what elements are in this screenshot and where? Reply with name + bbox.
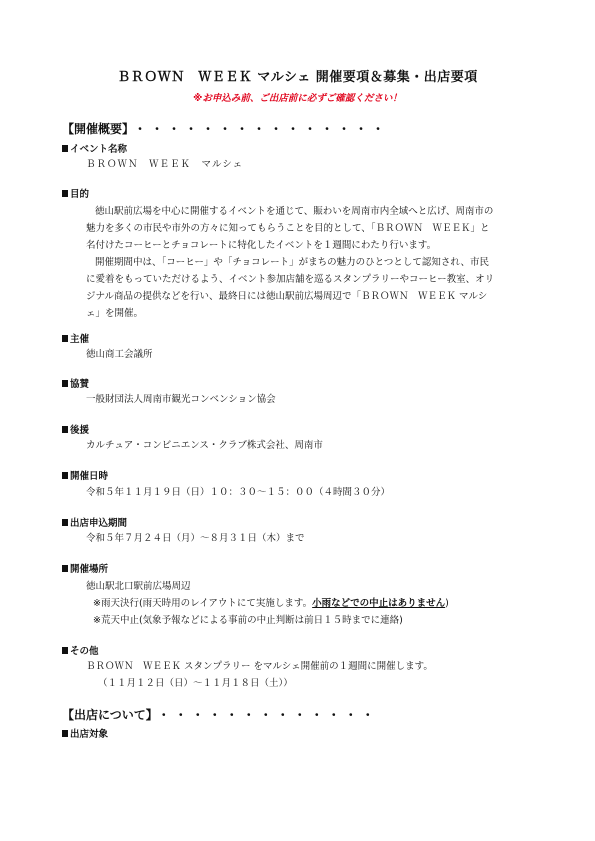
venue-rain-note-close: ) [445, 598, 449, 609]
organizer-heading [62, 331, 89, 345]
warning-notice: ※お申込み前、ご出店前に必ずご確認ください！ [193, 93, 402, 104]
square-bullet-icon [62, 519, 68, 526]
section-exhibit-label: 【出店について】 [62, 708, 152, 722]
square-bullet-icon [62, 380, 68, 387]
other-heading [62, 643, 99, 657]
other-line: ＢＲＯＷＮ ＷＥＥＫ スタンプラリー をマルシェ開催前の１週間に開催します。 [86, 661, 433, 672]
support-label: 後援 [70, 425, 90, 436]
target-label: 出店対象 [70, 729, 109, 740]
purpose-label: 目的 [70, 189, 90, 200]
venue-rain-note-emphasis: 小雨などでの中止はありません [312, 598, 446, 609]
purpose-line: に愛着をもっていただけるよう、イベント参加店舗を巡るスタンプラリーやコーヒー教室、オリ [86, 274, 495, 285]
venue-heading [62, 561, 108, 575]
organizer-label: 主催 [70, 334, 90, 345]
square-bullet-icon [62, 647, 68, 654]
support-value: カルチュア・コンビニエンス・クラブ株式会社、周南市 [86, 440, 323, 451]
sponsor-label: 協賛 [70, 379, 90, 390]
square-bullet-icon [62, 730, 68, 737]
date-value: 令和５年１１月１９日（日）１０：３０～１５：００（４時間３０分） [86, 487, 391, 498]
square-bullet-icon [62, 145, 68, 152]
event-name-heading [62, 141, 127, 155]
section-overview-label: 【開催概要】 [62, 122, 129, 136]
section-overview-dots: ・・・・・・・・・・・・・・・ [134, 122, 390, 136]
purpose-line: 名付けたコーヒーとチョコレートに特化したイベントを１週間にわたり行います。 [86, 240, 437, 251]
purpose-heading [62, 186, 89, 200]
square-bullet-icon [62, 190, 68, 197]
square-bullet-icon [62, 565, 68, 572]
support-heading [62, 422, 89, 436]
section-overview-heading [62, 120, 389, 137]
event-name-value: ＢＲＯＷＮ ＷＥＥＫ マルシェ [86, 159, 244, 170]
date-label: 開催日時 [70, 471, 109, 482]
venue-rain-note [93, 595, 449, 609]
square-bullet-icon [62, 426, 68, 433]
document-title: ＢＲＯＷＮ ＷＥＥＫ マルシェ 開催要項＆募集・出店要項 [117, 70, 478, 85]
application-heading [62, 515, 127, 529]
purpose-line: 開催期間中は、「コーヒー」や「チョコレート」がまちの魅力のひとつとして認知され、市民 [95, 257, 489, 268]
section-exhibit-heading [62, 706, 379, 723]
purpose-line: ェ」を開催。 [86, 308, 144, 319]
application-value: 令和５年７月２４日（月）～８月３１日（木）まで [86, 533, 305, 544]
other-line: （１１月１２日（日）～１１月１８日（土）） [98, 678, 293, 689]
sponsor-heading [62, 376, 89, 390]
target-heading [62, 726, 108, 740]
purpose-line: 魅力を多くの市民や市外の方々に知ってもらうことを目的として、「ＢＲＯＷＮ ＷＥＥＫ」と [86, 223, 490, 234]
organizer-value: 徳山商工会議所 [86, 349, 153, 360]
sponsor-value: 一般財団法人周南市観光コンベンション協会 [86, 394, 276, 405]
purpose-line: 徳山駅前広場を中心に開催するイベントを通じて、賑わいを周南市内全域へと広げ、周南市の [95, 206, 494, 217]
square-bullet-icon [62, 335, 68, 342]
event-name-label: イベント名称 [70, 144, 128, 155]
purpose-line: ジナル商品の提供などを行い、最終日には徳山駅前広場周辺で「ＢＲＯＷＮ ＷＥＥＫ マルシ [86, 291, 488, 302]
section-exhibit-dots: ・・・・・・・・・・・・・ [157, 708, 379, 722]
date-heading [62, 468, 108, 482]
application-label: 出店申込期間 [70, 518, 128, 529]
venue-label: 開催場所 [70, 564, 109, 575]
venue-storm-note: ※荒天中止(気象予報などによる事前の中止判断は前日１５時までに連絡) [93, 615, 403, 626]
square-bullet-icon [62, 472, 68, 479]
venue-rain-note-text: ※雨天決行(雨天時用のレイアウトにて実施します。 [93, 598, 313, 609]
venue-value: 徳山駅北口駅前広場周辺 [86, 581, 191, 592]
other-label: その他 [70, 646, 99, 657]
